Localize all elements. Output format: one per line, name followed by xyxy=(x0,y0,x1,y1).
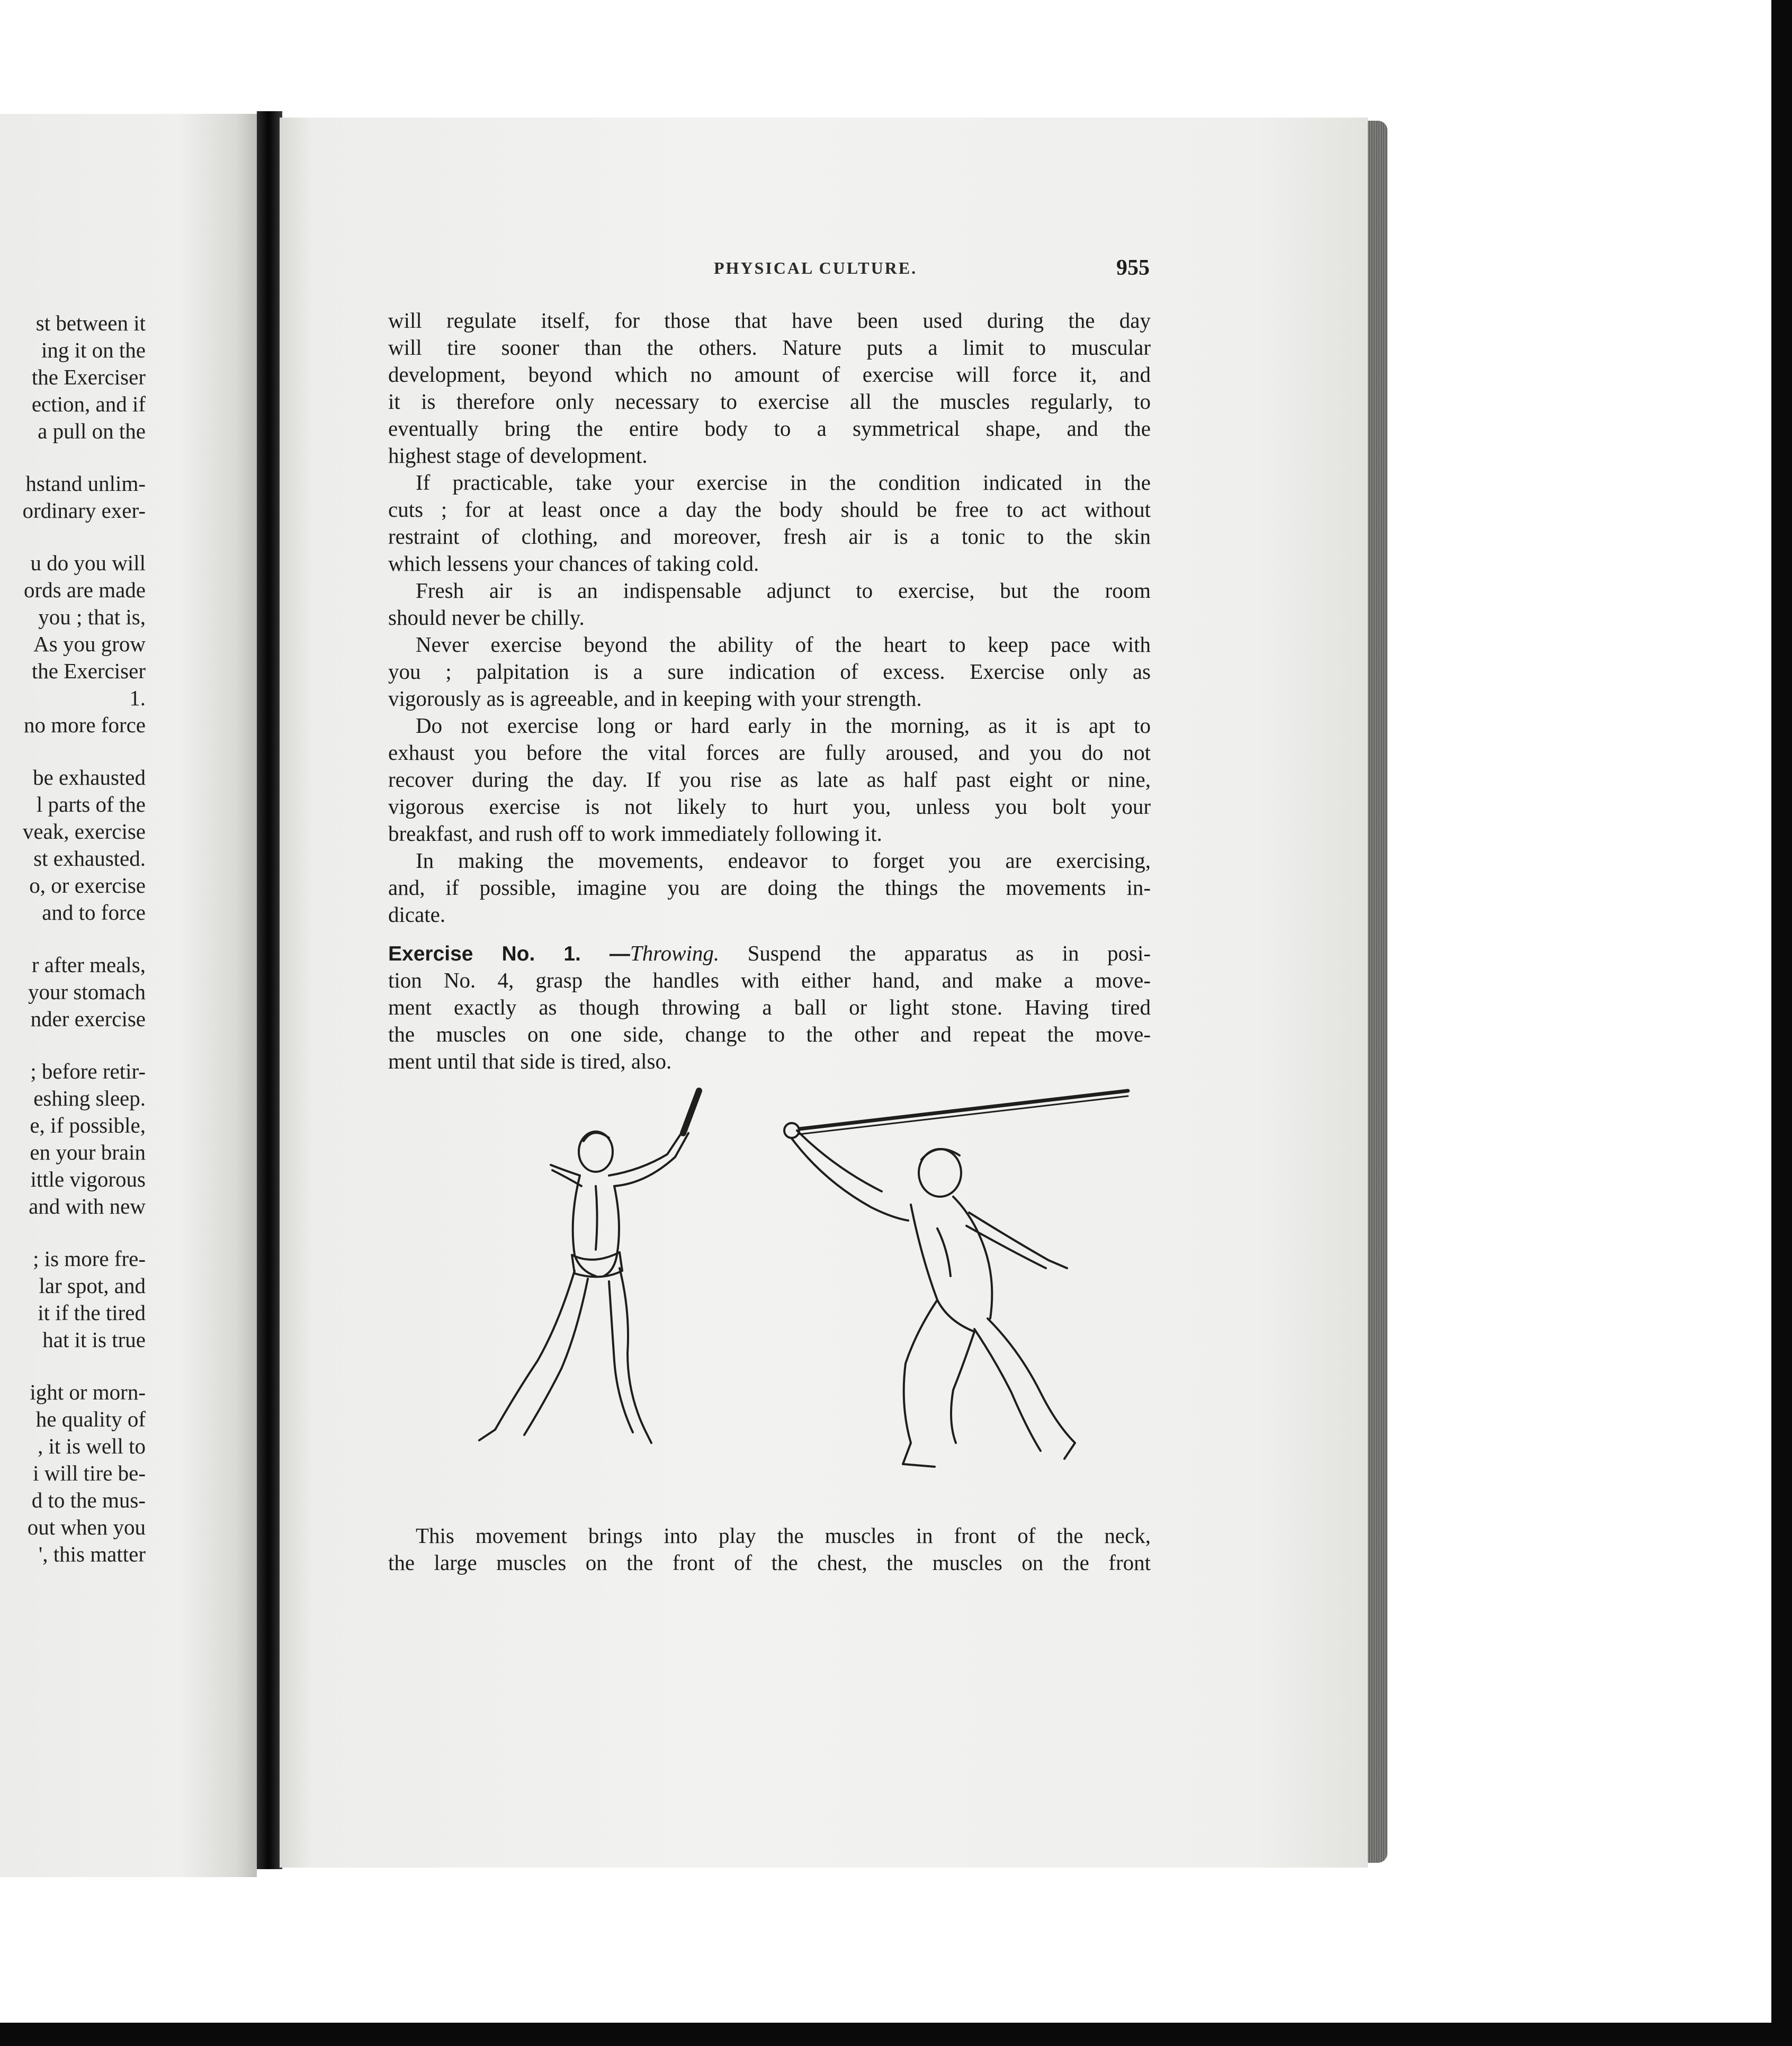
text-line: In making the movements, endeavor to forget you are exercising, xyxy=(416,848,1151,873)
left-text-line: ight or morn- xyxy=(30,1380,146,1404)
left-text-line: ittle vigorous xyxy=(30,1167,146,1191)
paragraphs xyxy=(388,307,1151,928)
paragraph xyxy=(388,631,1151,712)
text-line: Never exercise beyond the ability of the heart to keep pace with xyxy=(416,632,1151,657)
running-title: PHYSICAL CULTURE. xyxy=(714,258,918,277)
caption-line: This movement brings into play the muscles in front of the neck, xyxy=(416,1523,1151,1548)
left-text-line: hat it is true xyxy=(42,1327,146,1352)
text-line: Do not exercise long or hard early in the morning, as it is apt to xyxy=(416,713,1151,738)
running-head xyxy=(388,258,1151,288)
left-text-line: and to force xyxy=(42,900,146,925)
page-number: 955 xyxy=(1116,256,1150,280)
left-text-line xyxy=(0,1353,146,1379)
exercise-title: Throwing. xyxy=(630,941,720,965)
text-line: and, if possible, imagine you are doing the things the movements in- xyxy=(388,875,1151,900)
scan-border-bottom xyxy=(0,2023,1792,2046)
left-text-line: ordinary exer- xyxy=(22,498,146,523)
left-text-line: nder exercise xyxy=(30,1007,146,1031)
left-text-line xyxy=(0,1033,146,1058)
left-text-line: , it is well to xyxy=(38,1434,146,1458)
left-text-line: ; is more fre- xyxy=(33,1246,146,1271)
left-text-line: l parts of the xyxy=(36,792,146,816)
left-text-line: be exhausted xyxy=(33,765,146,789)
text-line: restraint of clothing, and moreover, fresh air is a tonic to the skin xyxy=(388,524,1151,549)
text-line: If practicable, take your exercise in the condition indicated in the xyxy=(416,470,1151,495)
left-text-line: the Exerciser xyxy=(31,659,146,683)
text-line: it is therefore only necessary to exercise all the muscles regularly, to xyxy=(388,389,1151,414)
exercise-heading: Exercise No. 1. — xyxy=(388,943,630,965)
left-text-line xyxy=(0,1220,146,1245)
left-text-line: o, or exercise xyxy=(29,873,146,898)
paragraph xyxy=(388,307,1151,469)
left-text-line: ection, and if xyxy=(31,392,146,416)
left-text-line: eshing sleep. xyxy=(33,1086,146,1110)
exercise-illustration xyxy=(387,1080,1149,1520)
left-text-line: ords are made xyxy=(24,578,146,602)
body-text xyxy=(388,307,1151,1075)
left-text-line: en your brain xyxy=(30,1140,146,1164)
left-text-line xyxy=(0,926,146,952)
left-text-line xyxy=(0,445,146,470)
paragraph xyxy=(388,847,1151,928)
left-text-line: he quality of xyxy=(35,1407,146,1431)
exercise-paragraph xyxy=(388,940,1151,1075)
left-text-line: As you grow xyxy=(33,632,146,656)
left-text-line: and with new xyxy=(29,1194,146,1218)
left-text-line: ', this matter xyxy=(38,1542,146,1566)
text-line: cuts ; for at least once a day the body should be free to act without xyxy=(388,497,1151,522)
text-line: highest stage of development. xyxy=(388,443,648,468)
left-text-line: your stomach xyxy=(28,980,146,1004)
left-text-line xyxy=(0,524,146,550)
text-line: the muscles on one side, change to the other and repeat the move- xyxy=(388,1022,1151,1046)
left-text-line: ing it on the xyxy=(41,338,146,362)
text-line: tion No. 4, grasp the handles with either hand, and make a move- xyxy=(388,968,1151,992)
text-line: exhaust you before the vital forces are fully aroused, and you do not xyxy=(388,740,1151,765)
left-text-line: 1. xyxy=(129,686,146,710)
figure-back-view xyxy=(479,1091,699,1443)
paragraph xyxy=(388,577,1151,631)
book-gutter xyxy=(257,111,282,1869)
text-line: recover during the day. If you rise as late as half past eight or nine, xyxy=(388,767,1151,792)
text-line: you ; palpitation is a sure indication of excess. Exercise only as xyxy=(388,659,1151,684)
left-text-line: d to the mus- xyxy=(31,1488,146,1512)
text-line: eventually bring the entire body to a symmetrical shape, and the xyxy=(388,416,1151,441)
left-text-line: hstand unlim- xyxy=(25,471,146,496)
left-text-line: st between it xyxy=(35,311,146,335)
left-text-line: i will tire be- xyxy=(33,1461,146,1485)
left-text-line: st exhausted. xyxy=(33,846,146,871)
left-page xyxy=(0,114,257,1877)
text-line: which lessens your chances of taking cold. xyxy=(388,551,759,576)
text-line: vigorous exercise is not likely to hurt you, unless you bolt your xyxy=(388,794,1151,819)
text-line: will tire sooner than the others. Nature puts a limit to muscular xyxy=(388,335,1151,360)
left-text-line: a pull on the xyxy=(38,419,146,443)
exercise-first-line: Suspend the apparatus as in posi- xyxy=(747,941,1151,965)
paragraph xyxy=(388,469,1151,577)
left-page-text xyxy=(0,310,146,1568)
left-text-line: no more force xyxy=(24,713,146,737)
text-line: Fresh air is an indispensable adjunct to exercise, but the room xyxy=(416,578,1151,603)
illustration-caption xyxy=(388,1522,1151,1576)
left-text-line: veak, exercise xyxy=(22,819,146,843)
left-text-line: you ; that is, xyxy=(38,605,146,629)
text-line: ment until that side is tired, also. xyxy=(388,1049,672,1073)
left-text-line: r after meals, xyxy=(31,953,146,977)
caption-line: the large muscles on the front of the chest, the muscles on the front xyxy=(388,1550,1151,1575)
left-text-line: e, if possible, xyxy=(30,1113,146,1137)
text-line: development, beyond which no amount of exercise will force it, and xyxy=(388,362,1151,387)
scan-border-right xyxy=(1771,0,1792,2046)
left-text-line xyxy=(0,739,146,764)
text-line: breakfast, and rush off to work immediately following it. xyxy=(388,821,882,846)
text-line: dicate. xyxy=(388,902,446,927)
text-line: will regulate itself, for those that have been used during the day xyxy=(388,308,1151,333)
paragraph xyxy=(388,712,1151,847)
left-text-line: it if the tired xyxy=(38,1300,146,1325)
left-text-line: the Exerciser xyxy=(31,365,146,389)
figure-front-view xyxy=(784,1091,1128,1467)
text-line: ment exactly as though throwing a ball or light stone. Having tired xyxy=(388,995,1151,1019)
text-line: should never be chilly. xyxy=(388,605,585,630)
text-line: vigorously as is agreeable, and in keeping with your strength. xyxy=(388,686,922,711)
left-text-line: ; before retir- xyxy=(30,1059,146,1083)
left-text-line: lar spot, and xyxy=(39,1273,146,1298)
left-text-line: u do you will xyxy=(30,551,146,575)
left-text-line: out when you xyxy=(27,1515,146,1539)
